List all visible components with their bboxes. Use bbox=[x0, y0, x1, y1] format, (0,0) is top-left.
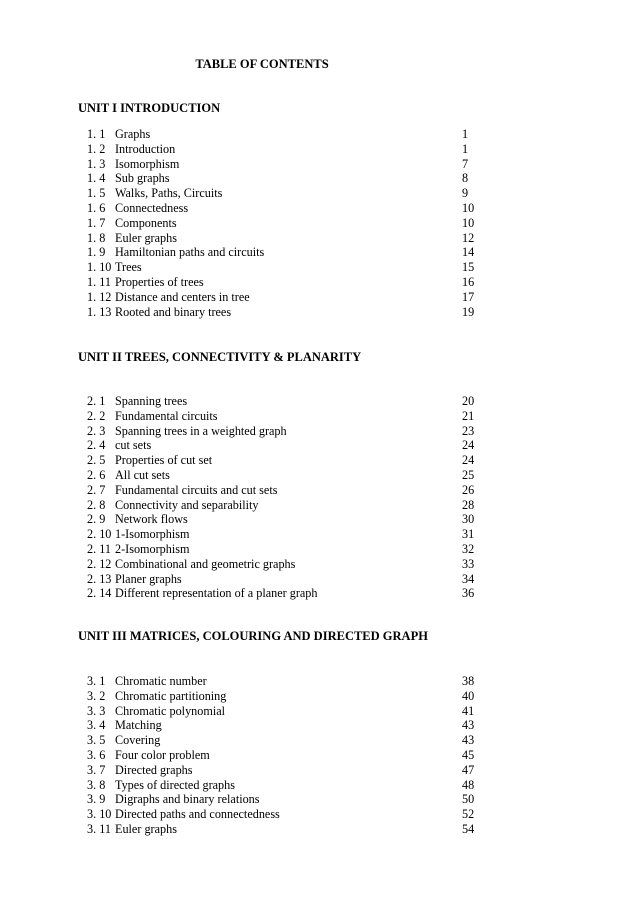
section-number: 3. 1 bbox=[87, 674, 106, 688]
toc-entry bbox=[0, 305, 638, 320]
page-number: 10 bbox=[462, 200, 475, 215]
section-number: 2. 14 bbox=[87, 586, 112, 601]
section-title: cut sets bbox=[115, 438, 152, 453]
page-number: 15 bbox=[462, 260, 475, 275]
section-title: Euler graphs bbox=[115, 230, 177, 245]
section-title: Chromatic polynomial bbox=[115, 703, 226, 718]
page-number: 54 bbox=[462, 821, 475, 836]
section-number: 1. 8 bbox=[87, 230, 106, 245]
section-title: Combinational and geometric graphs bbox=[115, 556, 296, 571]
section-title: Components bbox=[115, 215, 177, 230]
page-number: 16 bbox=[462, 274, 475, 289]
section-number: 1. 6 bbox=[87, 200, 106, 215]
page-number: 45 bbox=[462, 747, 475, 762]
section-number: 3. 11 bbox=[87, 821, 111, 836]
unit-heading: UNIT II TREES, CONNECTIVITY & PLANARITY bbox=[78, 350, 362, 364]
page-number: 21 bbox=[462, 408, 475, 423]
page-number: 23 bbox=[462, 423, 475, 438]
section-number: 2. 8 bbox=[87, 497, 106, 512]
section-title: Network flows bbox=[115, 512, 188, 527]
page-number: 38 bbox=[462, 674, 475, 688]
section-number: 3. 6 bbox=[87, 747, 106, 762]
section-title: Covering bbox=[115, 733, 161, 748]
section-number: 1. 3 bbox=[87, 156, 106, 171]
page-number: 43 bbox=[462, 733, 475, 748]
section-number: 1. 9 bbox=[87, 245, 106, 260]
section-number: 1. 5 bbox=[87, 186, 106, 201]
page-number: 7 bbox=[462, 156, 469, 171]
page-number: 14 bbox=[462, 245, 475, 260]
toc-entry bbox=[0, 748, 638, 763]
page-number: 34 bbox=[462, 571, 475, 586]
page-number: 12 bbox=[462, 230, 475, 245]
toc-entry bbox=[0, 586, 638, 601]
toc-entry bbox=[0, 142, 638, 157]
unit-heading: UNIT III MATRICES, COLOURING AND DIRECTED GRAPH bbox=[78, 629, 428, 643]
section-number: 2. 10 bbox=[87, 527, 112, 542]
section-title: Trees bbox=[115, 260, 142, 275]
toc-entry bbox=[0, 409, 638, 424]
toc-entry bbox=[0, 245, 638, 260]
page-number: 43 bbox=[462, 718, 475, 733]
page-number: 50 bbox=[462, 792, 475, 807]
toc-entry bbox=[0, 778, 638, 793]
page-number: 24 bbox=[462, 453, 475, 468]
toc-entry bbox=[0, 483, 638, 498]
section-title: 2-Isomorphism bbox=[115, 541, 190, 556]
section-number: 3. 10 bbox=[87, 807, 112, 822]
section-title: Chromatic partitioning bbox=[115, 688, 227, 703]
page-number: 20 bbox=[462, 394, 475, 408]
section-number: 3. 5 bbox=[87, 733, 106, 748]
section-title: Spanning trees bbox=[115, 394, 188, 408]
page-number: 24 bbox=[462, 438, 475, 453]
page-number: 52 bbox=[462, 807, 475, 822]
page-number: 17 bbox=[462, 289, 475, 304]
section-title: Spanning trees in a weighted graph bbox=[115, 423, 287, 438]
section-number: 3. 4 bbox=[87, 718, 106, 733]
page-number: 31 bbox=[462, 527, 475, 542]
section-number: 2. 6 bbox=[87, 467, 106, 482]
page-number: 28 bbox=[462, 497, 475, 512]
section-title: Planer graphs bbox=[115, 571, 182, 586]
page-number: 25 bbox=[462, 467, 475, 482]
toc-entry bbox=[0, 512, 638, 527]
section-title: Isomorphism bbox=[115, 156, 180, 171]
toc-entry bbox=[0, 216, 638, 231]
section-number: 1. 12 bbox=[87, 289, 112, 304]
toc-entry bbox=[0, 718, 638, 733]
section-number: 2. 9 bbox=[87, 512, 106, 527]
section-title: Walks, Paths, Circuits bbox=[115, 186, 223, 201]
section-title: Euler graphs bbox=[115, 821, 177, 836]
toc-entry bbox=[0, 763, 638, 778]
section-number: 3. 9 bbox=[87, 792, 106, 807]
page-number: 48 bbox=[462, 777, 475, 792]
section-title: Properties of cut set bbox=[115, 453, 213, 468]
toc-entry bbox=[0, 542, 638, 557]
toc-entry bbox=[0, 792, 638, 807]
unit-entries bbox=[0, 127, 638, 319]
toc-entry bbox=[0, 453, 638, 468]
section-number: 2. 3 bbox=[87, 423, 106, 438]
section-title: Matching bbox=[115, 718, 162, 733]
page-number: 41 bbox=[462, 703, 475, 718]
page-number: 8 bbox=[462, 171, 469, 186]
page-number: 1 bbox=[462, 141, 469, 156]
page-number: 26 bbox=[462, 482, 475, 497]
toc-entry bbox=[0, 260, 638, 275]
section-number: 2. 4 bbox=[87, 438, 106, 453]
toc-entry bbox=[0, 527, 638, 542]
toc-entry bbox=[0, 186, 638, 201]
section-number: 3. 7 bbox=[87, 762, 106, 777]
section-title: Four color problem bbox=[115, 747, 210, 762]
section-title: Introduction bbox=[115, 141, 176, 156]
section-title: Directed paths and connectedness bbox=[115, 807, 280, 822]
toc-entry bbox=[0, 275, 638, 290]
section-title: Graphs bbox=[115, 127, 151, 141]
section-number: 1. 7 bbox=[87, 215, 106, 230]
toc-entry bbox=[0, 290, 638, 305]
page-number: 30 bbox=[462, 512, 475, 527]
toc-entry bbox=[0, 394, 638, 409]
section-number: 2. 2 bbox=[87, 408, 106, 423]
section-number: 3. 8 bbox=[87, 777, 106, 792]
toc-entry bbox=[0, 557, 638, 572]
section-title: Distance and centers in tree bbox=[115, 289, 250, 304]
toc-entry bbox=[0, 171, 638, 186]
section-title: Sub graphs bbox=[115, 171, 170, 186]
section-title: Fundamental circuits and cut sets bbox=[115, 482, 278, 497]
page-title: TABLE OF CONTENTS bbox=[195, 57, 329, 71]
section-number: 2. 1 bbox=[87, 394, 106, 408]
section-number: 2. 12 bbox=[87, 556, 112, 571]
page-number: 32 bbox=[462, 541, 475, 556]
section-title: Fundamental circuits bbox=[115, 408, 218, 423]
toc-entry bbox=[0, 424, 638, 439]
section-number: 3. 2 bbox=[87, 688, 106, 703]
toc-entry bbox=[0, 822, 638, 837]
toc-entry bbox=[0, 468, 638, 483]
section-number: 1. 4 bbox=[87, 171, 106, 186]
section-title: Chromatic number bbox=[115, 674, 207, 688]
section-title: Hamiltonian paths and circuits bbox=[115, 245, 265, 260]
section-number: 2. 11 bbox=[87, 541, 111, 556]
unit-heading: UNIT I INTRODUCTION bbox=[78, 101, 221, 115]
toc-entry bbox=[0, 572, 638, 587]
section-number: 1. 2 bbox=[87, 141, 106, 156]
section-number: 1. 1 bbox=[87, 127, 106, 141]
toc-entry bbox=[0, 689, 638, 704]
section-title: All cut sets bbox=[115, 467, 170, 482]
page-number: 10 bbox=[462, 215, 475, 230]
page-number: 9 bbox=[462, 186, 469, 201]
toc-entry bbox=[0, 498, 638, 513]
toc-entry bbox=[0, 733, 638, 748]
toc-entry bbox=[0, 807, 638, 822]
page-number: 19 bbox=[462, 304, 475, 319]
page-number: 1 bbox=[462, 127, 469, 141]
section-number: 2. 13 bbox=[87, 571, 112, 586]
section-title: 1-Isomorphism bbox=[115, 527, 190, 542]
section-number: 1. 10 bbox=[87, 260, 112, 275]
toc-entry bbox=[0, 674, 638, 689]
toc-entry bbox=[0, 438, 638, 453]
toc-entry bbox=[0, 231, 638, 246]
section-title: Digraphs and binary relations bbox=[115, 792, 260, 807]
section-number: 2. 7 bbox=[87, 482, 106, 497]
section-title: Properties of trees bbox=[115, 274, 204, 289]
page-number: 47 bbox=[462, 762, 475, 777]
section-number: 1. 11 bbox=[87, 274, 111, 289]
section-number: 1. 13 bbox=[87, 304, 112, 319]
toc-entry bbox=[0, 704, 638, 719]
section-title: Connectedness bbox=[115, 200, 189, 215]
section-title: Rooted and binary trees bbox=[115, 304, 232, 319]
unit-entries bbox=[0, 674, 638, 837]
unit-entries bbox=[0, 394, 638, 601]
toc-entry bbox=[0, 127, 638, 142]
page-number: 33 bbox=[462, 556, 475, 571]
page-number: 36 bbox=[462, 586, 475, 601]
section-title: Types of directed graphs bbox=[115, 777, 235, 792]
section-number: 3. 3 bbox=[87, 703, 106, 718]
toc-entry bbox=[0, 157, 638, 172]
section-title: Directed graphs bbox=[115, 762, 193, 777]
toc-entry bbox=[0, 201, 638, 216]
section-number: 2. 5 bbox=[87, 453, 106, 468]
section-title: Different representation of a planer graph bbox=[115, 586, 318, 601]
section-title: Connectivity and separability bbox=[115, 497, 259, 512]
page-number: 40 bbox=[462, 688, 475, 703]
